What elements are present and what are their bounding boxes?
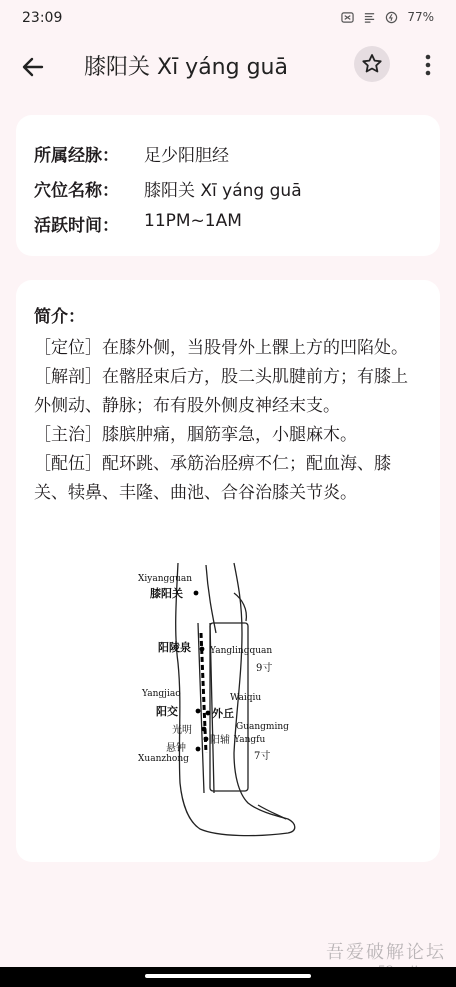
label-xiyangguan: 膝阳关 — [150, 587, 183, 600]
yangfu-point — [204, 737, 209, 742]
waiqiu-point — [206, 711, 211, 716]
point-name-label: 穴位名称： — [34, 181, 119, 201]
label-waiqiu-pinyin: Waiqiu — [230, 693, 262, 703]
meridian-label: 所属经脉： — [34, 146, 119, 166]
acupoint-leg-diagram — [138, 553, 318, 838]
xuanzhong-point — [196, 747, 201, 752]
indication-paragraph: ［主治］膝膑肿痛，腘筋挛急，小腿麻木。 — [34, 425, 357, 445]
star-icon — [354, 46, 390, 82]
combination-paragraph: ［配伍］配环跳、承筋治胫痹不仁；配血海、膝关、犊鼻、丰隆、曲池、合谷治膝关节炎。 — [34, 454, 391, 503]
label-xiyangguan-pinyin: Xiyangguan — [138, 574, 193, 584]
anatomy-paragraph: ［解剖］在髂胫束后方，股二头肌腱前方；有膝上外侧动、静脉；布有股外侧皮神经末支。 — [34, 367, 408, 416]
battery-saver-icon — [385, 11, 398, 24]
label-xuanzhong: 悬钟 — [166, 743, 186, 754]
battery-percent: 77% — [407, 10, 434, 24]
page-title: 膝阳关 Xī yáng guā — [84, 55, 288, 80]
label-9cun: 9寸 — [256, 663, 273, 674]
more-vert-icon[interactable] — [418, 50, 438, 80]
yangjiao-point — [196, 709, 201, 714]
active-time-label: 活跃时间： — [34, 216, 119, 236]
yanglingquan-point — [200, 647, 205, 652]
sim-icon — [363, 11, 376, 24]
watermark-text: 吾爱破解论坛 — [326, 942, 446, 963]
label-7cun: 7寸 — [254, 751, 271, 762]
point-name-value: 膝阳关 Xī yáng guā — [144, 181, 302, 201]
meridian-row — [34, 141, 229, 166]
status-time: 23:09 — [22, 10, 63, 26]
label-yangjiao-pinyin: Yangjiao — [142, 689, 181, 699]
xiyangguan-point — [194, 591, 199, 596]
label-guangming: 光明 — [172, 725, 192, 736]
home-gesture-handle[interactable] — [145, 974, 311, 978]
meridian-value: 足少阳胆经 — [144, 146, 229, 166]
label-yanglingquan: 阳陵泉 — [158, 641, 191, 654]
active-time-value: 11PM~1AM — [144, 211, 242, 231]
intro-text — [34, 334, 424, 508]
location-paragraph: ［定位］在膝外侧，当股骨外上髁上方的凹陷处。 — [34, 338, 408, 358]
active-time-row — [34, 211, 242, 236]
notification-off-icon — [341, 11, 354, 24]
navigation-bar — [0, 967, 456, 987]
favorite-button[interactable] — [354, 46, 390, 82]
label-yangfu-pinyin: Yangfu — [234, 735, 266, 745]
status-icons — [341, 10, 434, 24]
label-guangming-pinyin: Guangming — [236, 722, 289, 732]
acupoint-info-card — [16, 115, 440, 256]
label-yanglingquan-pinyin: Yanglingquan — [210, 646, 273, 656]
label-yangfu: 阳辅 — [210, 735, 230, 746]
point-name-row — [34, 176, 302, 201]
back-arrow-icon[interactable] — [18, 52, 48, 82]
label-yangjiao: 阳交 — [156, 705, 178, 718]
label-xuanzhong-pinyin: Xuanzhong — [138, 754, 189, 764]
app-bar — [0, 38, 456, 94]
status-bar — [0, 0, 456, 38]
label-waiqiu: 外丘 — [212, 707, 234, 720]
intro-heading: 简介： — [34, 307, 85, 327]
guangming-point — [202, 727, 207, 732]
